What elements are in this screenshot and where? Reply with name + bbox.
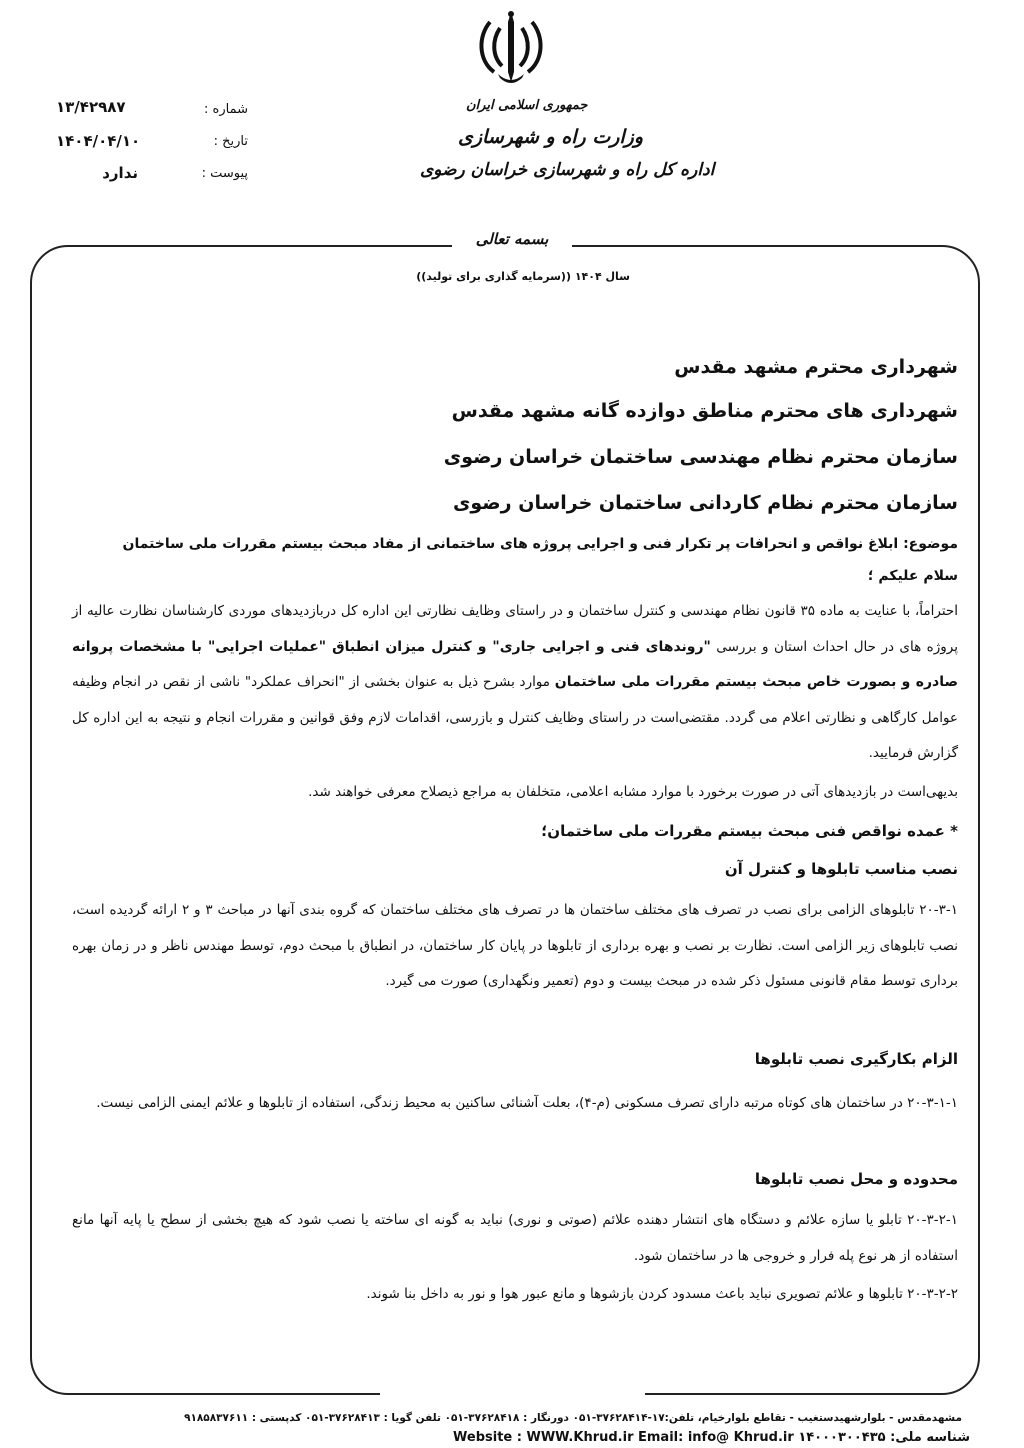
- recipient-3: سازمان محترم نظام مهندسی ساختمان خراسان رضوی: [443, 446, 958, 468]
- letterhead-ministry: وزارت راه و شهرسازی: [458, 126, 644, 148]
- intro-text-2: موارد بشرح ذیل به عنوان بخشی از "انحراف عملکرد" ناشی از نقص در انجام وظیفه عوامل کارگاهی و نظارتی اعلام می گردد. مقتضی‌است در راستای وظایف کنترل و بازرسی، اقدامات لازم وفق قوانین و مقررات انجام و نتیجه به این اداره کل گزارش فرمایید.: [72, 674, 958, 761]
- attachment-label: پیوست :: [201, 166, 248, 181]
- intro-text-1: احتراماً، با عنایت به ماده ۳۵ قانون نظام مهندسی و کنترل ساختمان و در راستای وظایف نظارتی این اداره کل دربازدیدهای موردی کارشناسان نظارت عالیه از پروژه های در حال احداث استان و بررسی: [72, 603, 959, 655]
- section-3-text: ۲۰-۳-۲-۱ تابلو یا سازه علائم و دستگاه های انتشار دهنده علائم (صوتی و نوری) نباید به گونه ای ساخته یا نصب شود که هیچ بخشی از سطح یا پایه آنها مانع استفاده از هر نوع پله فرار و خروجی ها در ساختمان شود.: [72, 1212, 958, 1264]
- section-3-extra: ۲۰-۳-۲-۲ تابلوها و علائم تصویری نباید باعث مسدود کردن بازشوها و مانع عبور هوا و نور به داخل بنا شوند.: [366, 1286, 958, 1302]
- recipient-2: شهرداری های محترم مناطق دوازده گانه مشهد مقدس: [451, 400, 958, 422]
- footer-web: Website : WWW.Khrud.ir Email: info@ Khrud.ir: [453, 1430, 794, 1445]
- section-2-text: ۲۰-۳-۱-۱ در ساختمان های کوتاه مرتبه دارای تصرف مسکونی (م-۴)، بعلت آشنائی ساکنین به محیط زندگی، استفاده از تابلوها و علائم ایمنی الزامی نیست.: [96, 1095, 958, 1111]
- bismillah: بسمه تعالی: [475, 230, 549, 248]
- section-1-text: ۲۰-۳-۱ تابلوهای الزامی برای نصب در تصرف های مختلف ساختمان ها در تصرف های مختلف ساختمان که گروه بندی آنها در مباحث ۳ و ۲ ارائه گردیده است، نصب تابلوهای زیر الزامی است. نظارت بر نصب و بهره برداری از تابلوها در پایان کار ساختمان، در انطباق با مبحث دوم، توسط مهندس ناظر و در زمان بهره برداری توسط مقام قانونی مسئول ذکر شده در مبحث بیست و دوم (تعمیر ونگهداری) صورت می گیرد.: [72, 902, 958, 989]
- main-heading: * عمده نواقص فنی مبحث بیستم مقررات ملی ساختمان؛: [541, 822, 958, 840]
- letterhead-department: اداره کل راه و شهرسازی خراسان رضوی: [420, 160, 715, 180]
- footer-address: مشهدمقدس - بلوارشهیدستغیب - تقاطع بلوارخیام، تلفن:۱۷-۳۷۶۲۸۴۱۴-۰۵۱ دورنگار : ۳۷۶۲۸۴۱۸-۰۵۱ تلفن گویا : ۳۷۶۲۸۴۱۳-۰۵۱ کدپستی : ۹۱۸۵۸۳۷۶۱۱: [184, 1412, 962, 1424]
- letterhead-country: جمهوری اسلامی ایران: [466, 98, 588, 113]
- section-1-heading: نصب مناسب تابلوها و کنترل آن: [724, 860, 958, 878]
- iran-emblem-icon: [476, 8, 546, 88]
- number-value: ۱۳/۴۲۹۸۷: [56, 98, 126, 116]
- number-label: شماره :: [204, 102, 248, 117]
- section-2-heading: الزام بکارگیری نصب تابلوها: [754, 1050, 958, 1068]
- intro-paragraph: [72, 594, 958, 772]
- notice-line: بدیهی‌است در بازدیدهای آتی در صورت برخورد با موارد مشابه اعلامی، متخلفان به مراجع ذیصلاح معرفی خواهند شد.: [308, 784, 958, 800]
- recipient-1: شهرداری محترم مشهد مقدس: [674, 356, 958, 378]
- attachment-value: ندارد: [102, 164, 138, 182]
- recipient-4: سازمان محترم نظام کاردانی ساختمان خراسان رضوی: [452, 492, 958, 514]
- footer-contact: [270, 1430, 970, 1445]
- section-3-heading: محدوده و محل نصب تابلوها: [754, 1170, 958, 1188]
- date-label: تاریخ :: [213, 134, 248, 149]
- year-motto: سال ۱۴۰۴ ((سرمایه گذاری برای تولید)): [416, 270, 630, 283]
- greeting: سلام علیکم ؛: [867, 568, 958, 584]
- subject-line: موضوع: ابلاغ نواقص و انحرافات پر تکرار فنی و اجرایی پروژه های ساختمانی از مفاد مبحث بیستم مقررات ملی ساختمان: [122, 536, 958, 552]
- date-value: ۱۴۰۴/۰۴/۱۰: [56, 132, 141, 150]
- footer-national-id: شناسه ملی: ۱۴۰۰۰۳۰۰۴۳۵: [798, 1430, 970, 1445]
- intro-bold: "روندهای فنی و اجرایی جاری" و کنترل میزان انطباق "عملیات اجرایی" با مشخصات پروانه صادره و بصورت خاص مبحث بیستم مقررات ملی ساختمان: [72, 638, 958, 690]
